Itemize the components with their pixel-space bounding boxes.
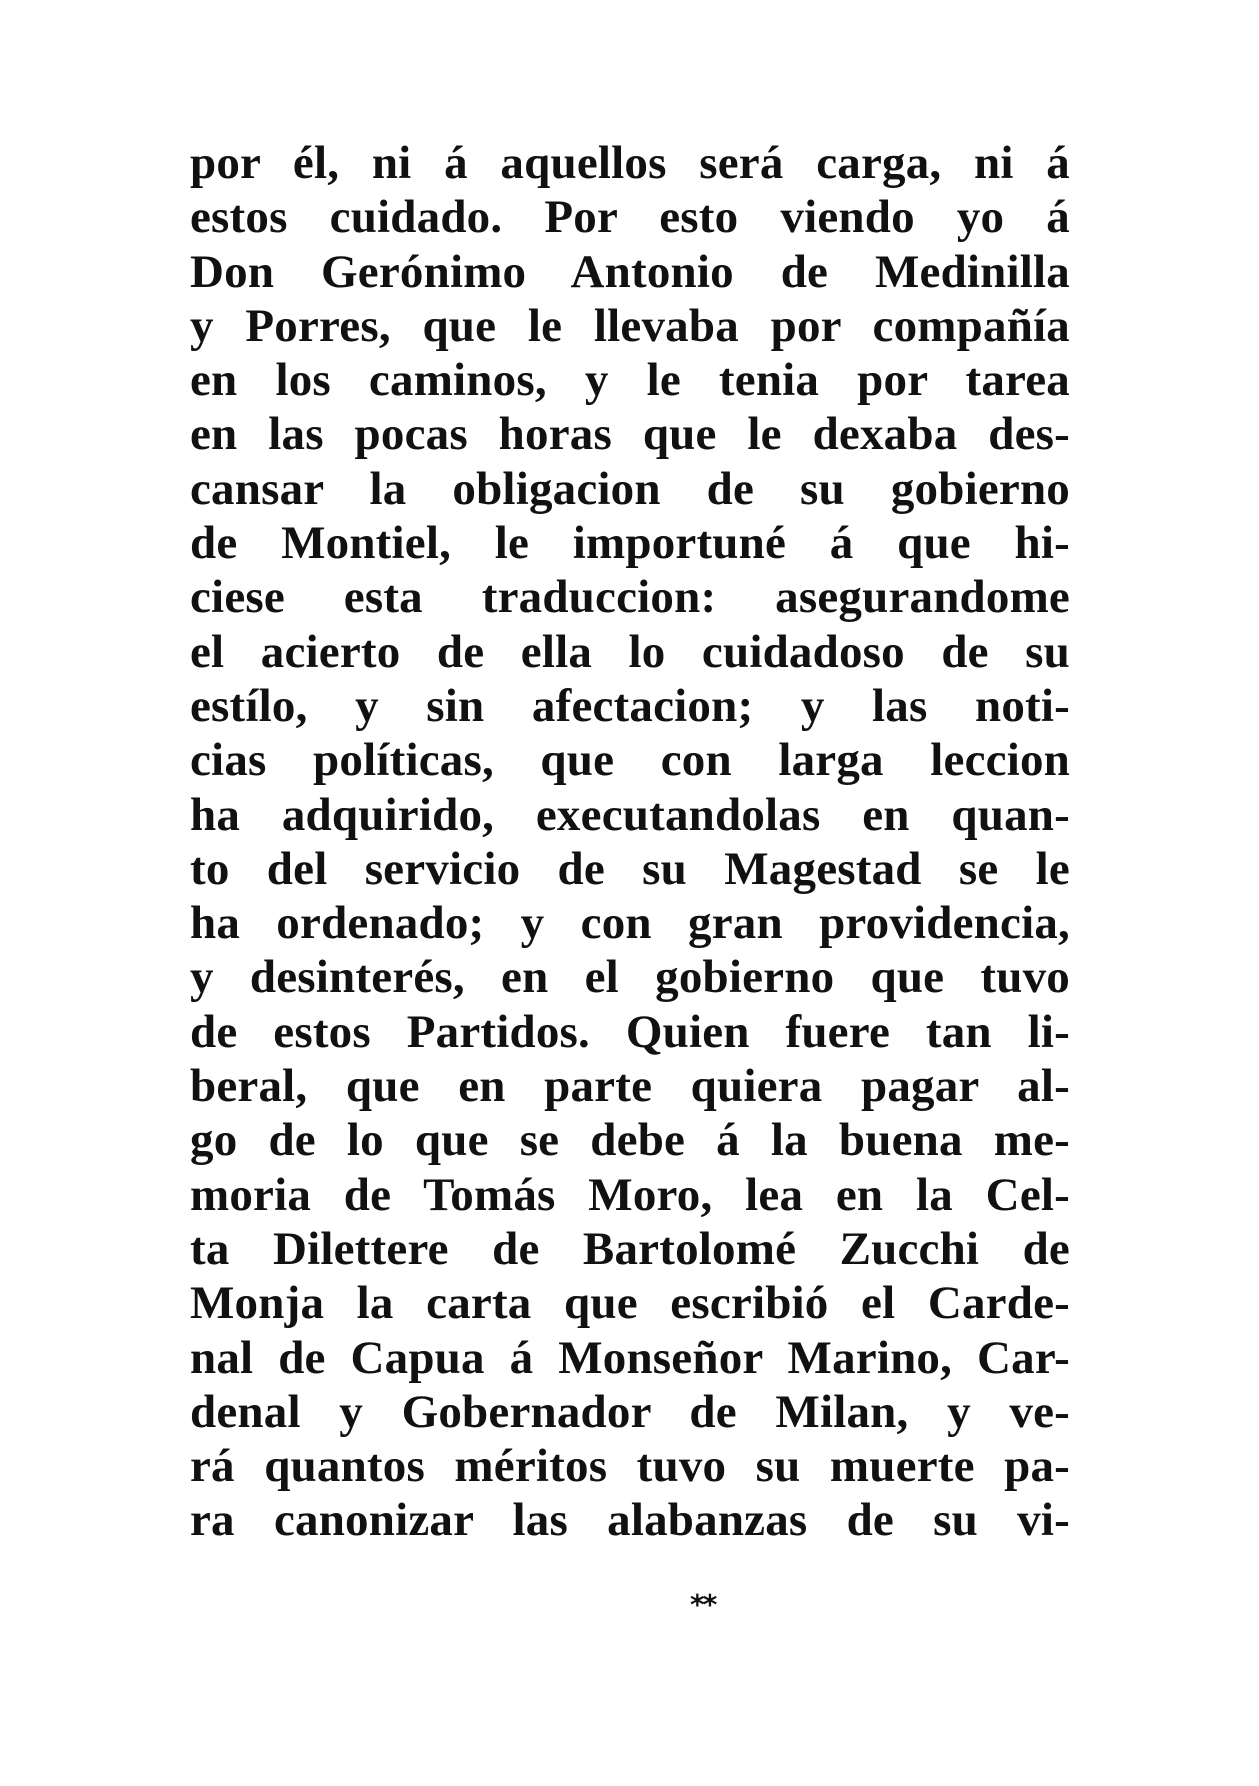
text-line: de Montiel, le importuné á que hi- <box>190 517 1070 570</box>
text-line: to del servicio de su Magestad se le <box>190 842 1070 895</box>
text-line: rá quantos méritos tuvo su muerte pa- <box>190 1440 1070 1493</box>
text-line: en los caminos, y le tenia por tarea <box>190 354 1070 407</box>
text-line: cansar la obligacion de su gobierno <box>190 462 1070 515</box>
text-line: Don Gerónimo Antonio de Medinilla <box>190 245 1070 298</box>
text-line: estos cuidado. Por esto viendo yo á <box>190 191 1070 244</box>
text-line: ciese esta traduccion: asegurandome <box>190 571 1070 624</box>
text-line: ha adquirido, executandolas en quan- <box>190 788 1070 841</box>
text-line: de estos Partidos. Quien fuere tan li- <box>190 1005 1070 1058</box>
text-line: cias políticas, que con larga leccion <box>190 734 1070 787</box>
text-line: denal y Gobernador de Milan, y ve- <box>190 1385 1070 1438</box>
text-line: y Porres, que le llevaba por compañía <box>190 299 1070 352</box>
text-line: ra canonizar las alabanzas de su vi- <box>190 1494 1070 1547</box>
text-line: ta Dilettere de Bartolomé Zucchi de <box>190 1222 1070 1275</box>
text-line: ha ordenado; y con gran providencia, <box>190 897 1070 950</box>
text-line: por él, ni á aquellos será carga, ni á <box>190 137 1070 189</box>
text-line: moria de Tomás Moro, lea en la Cel- <box>190 1168 1070 1221</box>
signature-mark: ** <box>690 1588 716 1621</box>
text-line: Monja la carta que escribió el Carde- <box>190 1277 1070 1330</box>
text-line: y desinterés, en el gobierno que tuvo <box>190 951 1070 1004</box>
text-line: go de lo que se debe á la buena me- <box>190 1114 1070 1167</box>
body-text <box>190 136 1070 1548</box>
text-line: en las pocas horas que le dexaba des- <box>190 408 1070 461</box>
text-line: nal de Capua á Monseñor Marino, Car- <box>190 1331 1070 1384</box>
text-line: estílo, y sin afectacion; y las noti- <box>190 679 1070 732</box>
text-line: beral, que en parte quiera pagar al- <box>190 1060 1070 1113</box>
text-line: el acierto de ella lo cuidadoso de su <box>190 625 1070 678</box>
